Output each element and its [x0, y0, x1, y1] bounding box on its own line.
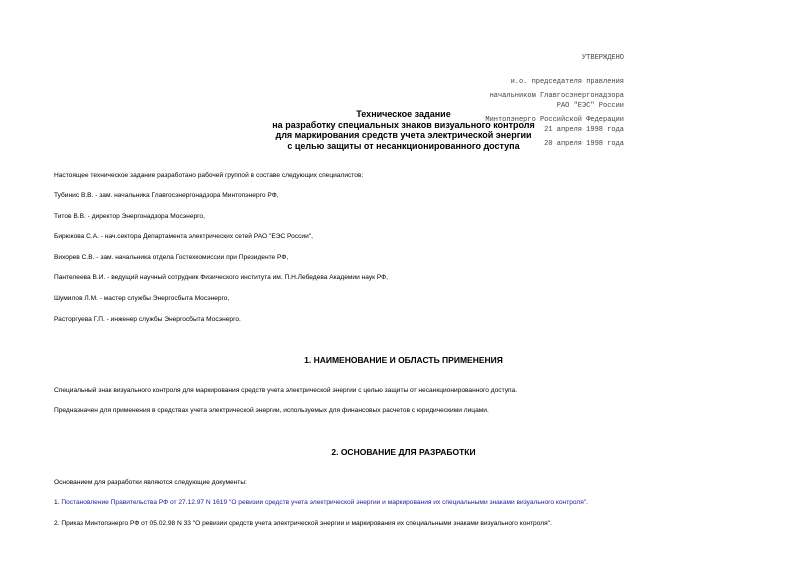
reference-number: 1.	[54, 499, 62, 506]
title-line: с целью защиты от несанкционированного доступа	[287, 140, 520, 151]
section1-paragraph: Специальный знак визуального контроля для маркирования средств учета электрической энергии с целью защиты от несанкционированного доступа.	[54, 387, 518, 394]
specialist-item: Тубинис В.В. - зам. начальника Главгосэнергонадзора Минтопэнерго РФ,	[54, 192, 279, 199]
reference-item-2: 2. Приказ Минтопэнерго РФ от 05.02.98 N 33 "О ревизии средств учета электрической энергии и маркирования их специальными знаками визуального контроля".	[54, 520, 552, 527]
approval-line: РАО "ЕЭС" России	[556, 102, 624, 110]
reference-item-1	[54, 499, 588, 507]
specialist-item: Шумилов Л.М. - мастер службы Энергосбыта Мосэнерго,	[54, 295, 230, 302]
approval-line: Минтопэнерго Российской Федерации	[485, 116, 624, 124]
specialist-item: Титов В.В. - директор Энергонадзора Мосэнерго,	[54, 213, 205, 220]
approval-line: и.о. председателя правления	[510, 78, 624, 86]
approval-line: 20 апреля 1998 года	[544, 140, 624, 148]
approval-line: УТВЕРЖДЕНО	[581, 54, 624, 62]
specialist-item: Вихорев С.В. - зам. начальника отдела Гостехкомиссии при Президенте РФ,	[54, 254, 289, 261]
approval-line: начальником Главгосэнергонадзора	[489, 92, 624, 100]
title-line: для маркирования средств учета электрической энергии	[275, 130, 532, 140]
section-heading-2: 2. ОСНОВАНИЕ ДЛЯ РАЗРАБОТКИ	[331, 447, 476, 457]
section2-intro: Основанием для разработки являются следующие документы:	[54, 479, 247, 486]
section-heading-1: 1. НАИМЕНОВАНИЕ И ОБЛАСТЬ ПРИМЕНЕНИЯ	[304, 355, 503, 365]
title-line: Техническое задание	[356, 109, 451, 119]
specialist-item: Бирюкова С.А. - нач.сектора Департамента электрических сетей РАО "ЕЭС России",	[54, 233, 313, 240]
section1-paragraph: Предназначен для применения в средствах учета электрической энергии, используемых для финансовых расчетов с юридическими лицами.	[54, 407, 489, 414]
intro-paragraph: Настоящее техническое задание разработано рабочей группой в составе следующих специалистов:	[54, 172, 364, 179]
reference-link[interactable]: Постановление Правительства РФ от 27.12.97 N 1619 "О ревизии средств учета электрической энергии и маркирования их специальными знаками визуального контроля"	[61, 499, 587, 506]
reference-end: .	[586, 499, 589, 506]
approval-line: 21 апреля 1998 года	[544, 126, 624, 134]
specialist-item: Расторгуева Г.П. - инженер службы Энергосбыта Мосэнерго.	[54, 316, 241, 323]
document-title	[0, 109, 807, 151]
title-line: на разработку специальных знаков визуального контроля	[272, 119, 535, 130]
specialist-item: Пантелеева В.И. - ведущий научный сотрудник Физического института им. П.Н.Лебедева Академии наук РФ,	[54, 274, 389, 281]
